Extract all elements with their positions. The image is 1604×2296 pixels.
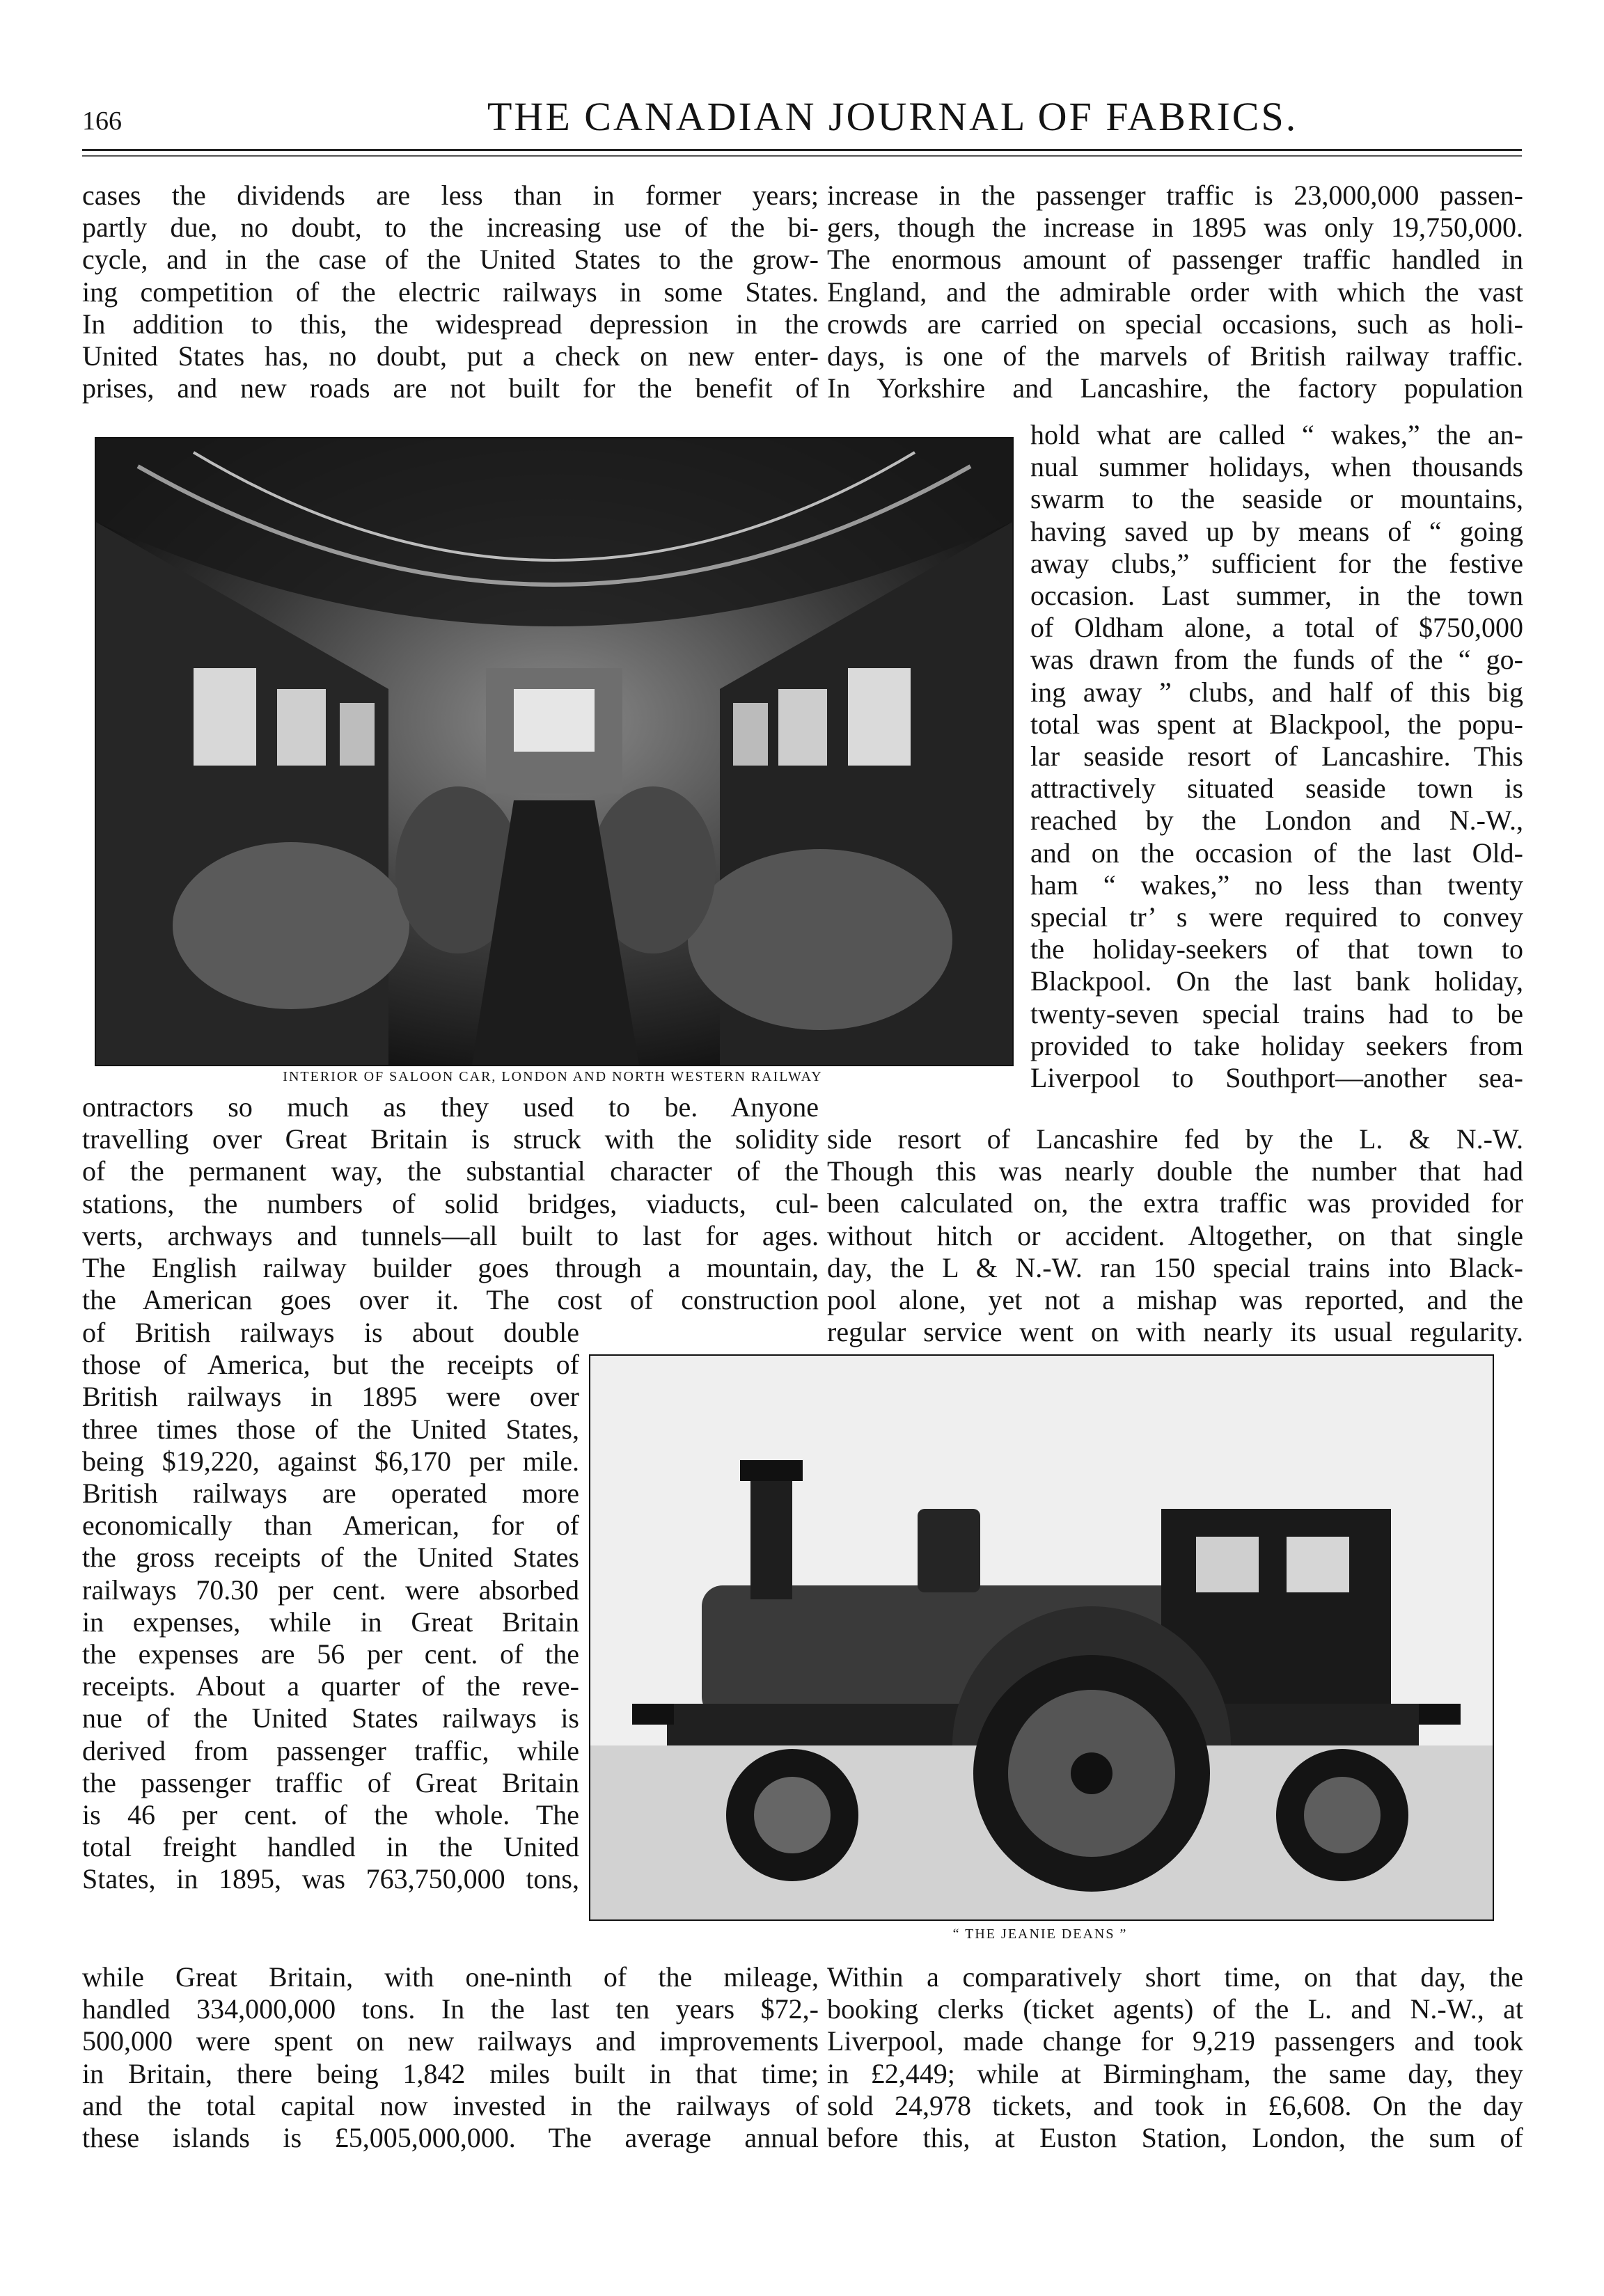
text-line: increase in the passenger traffic is 23,000,000 passen-	[827, 180, 1523, 211]
text-line: in £2,449; while at Birmingham, the same day, they	[827, 2057, 1523, 2089]
text-line: The English railway builder goes through a mountain,	[82, 1252, 819, 1284]
text-line: cases the dividends are less than in former years;	[82, 180, 819, 211]
text-line: of the permanent way, the substantial character of the	[82, 1155, 819, 1187]
right-column-middle-text	[827, 1123, 1523, 1348]
text-line: prises, and new roads are not built for the benefit of	[82, 372, 819, 404]
text-line: total freight handled in the United	[82, 1831, 579, 1863]
text-line: States, in 1895, was 763,750,000 tons,	[82, 1863, 579, 1895]
right-column-bottom-text	[827, 1961, 1523, 2154]
right-wrap-text	[1030, 419, 1523, 1094]
text-line: hold what are called “ wakes,” the an-	[1030, 419, 1523, 450]
text-line: being $19,220, against $6,170 per mile.	[82, 1445, 579, 1477]
text-line: In Yorkshire and Lancashire, the factory population	[827, 372, 1523, 404]
text-line: in Britain, there being 1,842 miles built in that time;	[82, 2057, 819, 2089]
text-line: days, is one of the marvels of British railway traffic.	[827, 340, 1523, 372]
text-line: derived from passenger traffic, while	[82, 1734, 579, 1766]
text-line: day, the L & N.-W. ran 150 special trains into Black-	[827, 1251, 1523, 1283]
text-line: sold 24,978 tickets, and took in £6,608. On the day	[827, 2089, 1523, 2121]
text-line: travelling over Great Britain is struck with the solidity	[82, 1123, 819, 1155]
saloon-car-photo	[95, 437, 1014, 1066]
text-line: pool alone, yet not a mishap was reported, and the	[827, 1284, 1523, 1316]
text-line: The enormous amount of passenger traffic handled in	[827, 244, 1523, 276]
text-line: receipts. About a quarter of the reve-	[82, 1670, 579, 1702]
text-line: handled 334,000,000 tons. In the last ten years $72,-	[82, 1993, 819, 2025]
left-column-top-text	[82, 180, 819, 404]
saloon-car-illustration	[96, 438, 1012, 1065]
text-line: is 46 per cent. of the whole. The	[82, 1799, 579, 1831]
text-line: nue of the United States railways is	[82, 1702, 579, 1734]
text-line: partly due, no doubt, to the increasing use of the bi-	[82, 212, 819, 244]
text-line: regular service went on with nearly its usual regularity.	[827, 1316, 1523, 1348]
text-line: while Great Britain, with one-ninth of the mileage,	[82, 1961, 819, 1993]
text-line: before this, at Euston Station, London, the sum of	[827, 2122, 1523, 2154]
locomotive-illustration	[590, 1356, 1493, 1919]
text-line: economically than American, for of	[82, 1510, 579, 1542]
journal-title: THE CANADIAN JOURNAL OF FABRICS.	[487, 94, 1298, 139]
text-line: side resort of Lancashire fed by the L. & N.-W.	[827, 1123, 1523, 1155]
text-line: and the total capital now invested in the railways of	[82, 2089, 819, 2121]
text-line: United States has, no doubt, put a check on new enter-	[82, 340, 819, 372]
text-line: the expenses are 56 per cent. of the	[82, 1638, 579, 1670]
text-line: crowds are carried on special occasions, such as holi-	[827, 308, 1523, 340]
left-column-bottom-text	[82, 1961, 819, 2154]
text-line: of British railways is about double	[82, 1317, 579, 1348]
text-line: the gross receipts of the United States	[82, 1542, 579, 1574]
text-line: Liverpool, made change for 9,219 passengers and took	[827, 2025, 1523, 2057]
text-line: Though this was nearly double the number that had	[827, 1155, 1523, 1187]
text-line: and on the occasion of the last Old-	[1030, 837, 1523, 869]
text-line: provided to take holiday seekers from	[1030, 1029, 1523, 1061]
text-line: total was spent at Blackpool, the popu-	[1030, 708, 1523, 740]
text-line: those of America, but the receipts of	[82, 1349, 579, 1381]
text-line: British railways are operated more	[82, 1478, 579, 1510]
text-line: In addition to this, the widespread depression in the	[82, 308, 819, 340]
text-line: without hitch or accident. Altogether, on that single	[827, 1219, 1523, 1251]
text-line: swarm to the seaside or mountains,	[1030, 483, 1523, 515]
left-column-middle-text	[82, 1091, 819, 1316]
text-line: occasion. Last summer, in the town	[1030, 580, 1523, 612]
text-line: England, and the admirable order with which the vast	[827, 276, 1523, 308]
saloon-car-caption: INTERIOR OF SALOON CAR, LONDON AND NORTH WESTERN RAILWAY	[283, 1069, 823, 1084]
text-line: Liverpool to Southport—another sea-	[1030, 1062, 1523, 1094]
jeanie-deans-photo	[589, 1354, 1494, 1921]
text-line: Within a comparatively short time, on that day, the	[827, 1961, 1523, 1993]
text-line: three times those of the United States,	[82, 1413, 579, 1445]
text-line: nual summer holidays, when thousands	[1030, 451, 1523, 483]
left-wrap-text	[82, 1317, 579, 1896]
text-line: having saved up by means of “ going	[1030, 515, 1523, 547]
text-line: the American goes over it. The cost of construction	[82, 1284, 819, 1316]
text-line: of Oldham alone, a total of $750,000	[1030, 612, 1523, 644]
text-line: attractively situated seaside town is	[1030, 773, 1523, 805]
text-line: special tr’ s were required to convey	[1030, 901, 1523, 933]
text-line: ham “ wakes,” no less than twenty	[1030, 869, 1523, 901]
text-line: booking clerks (ticket agents) of the L. and N.-W., at	[827, 1993, 1523, 2025]
text-line: these islands is £5,005,000,000. The average annual	[82, 2122, 819, 2154]
text-line: away clubs,” sufficient for the festive	[1030, 547, 1523, 579]
text-line: ing competition of the electric railways in some States.	[82, 276, 819, 308]
text-line: in expenses, while in Great Britain	[82, 1606, 579, 1638]
text-line: was drawn from the funds of the “ go-	[1030, 644, 1523, 676]
jeanie-deans-caption: “ THE JEANIE DEANS ”	[952, 1926, 1128, 1942]
text-line: ontractors so much as they used to be. Anyone	[82, 1091, 819, 1123]
text-line: been calculated on, the extra traffic was provided for	[827, 1187, 1523, 1219]
header-rule	[82, 149, 1522, 157]
text-line: 500,000 were spent on new railways and improvements	[82, 2025, 819, 2057]
page-number: 166	[82, 106, 122, 136]
text-line: gers, though the increase in 1895 was only 19,750,000.	[827, 212, 1523, 244]
text-line: cycle, and in the case of the United States to the grow-	[82, 244, 819, 276]
text-line: the holiday-seekers of that town to	[1030, 933, 1523, 965]
text-line: railways 70.30 per cent. were absorbed	[82, 1574, 579, 1606]
text-line: ing away ” clubs, and half of this big	[1030, 676, 1523, 708]
text-line: lar seaside resort of Lancashire. This	[1030, 741, 1523, 773]
text-line: twenty-seven special trains had to be	[1030, 997, 1523, 1029]
text-line: reached by the London and N.-W.,	[1030, 805, 1523, 837]
text-line: stations, the numbers of solid bridges, viaducts, cul-	[82, 1187, 819, 1219]
text-line: British railways in 1895 were over	[82, 1381, 579, 1413]
right-column-top-text	[827, 180, 1523, 404]
text-line: verts, archways and tunnels—all built to last for ages.	[82, 1219, 819, 1251]
text-line: Blackpool. On the last bank holiday,	[1030, 965, 1523, 997]
text-line: the passenger traffic of Great Britain	[82, 1766, 579, 1798]
